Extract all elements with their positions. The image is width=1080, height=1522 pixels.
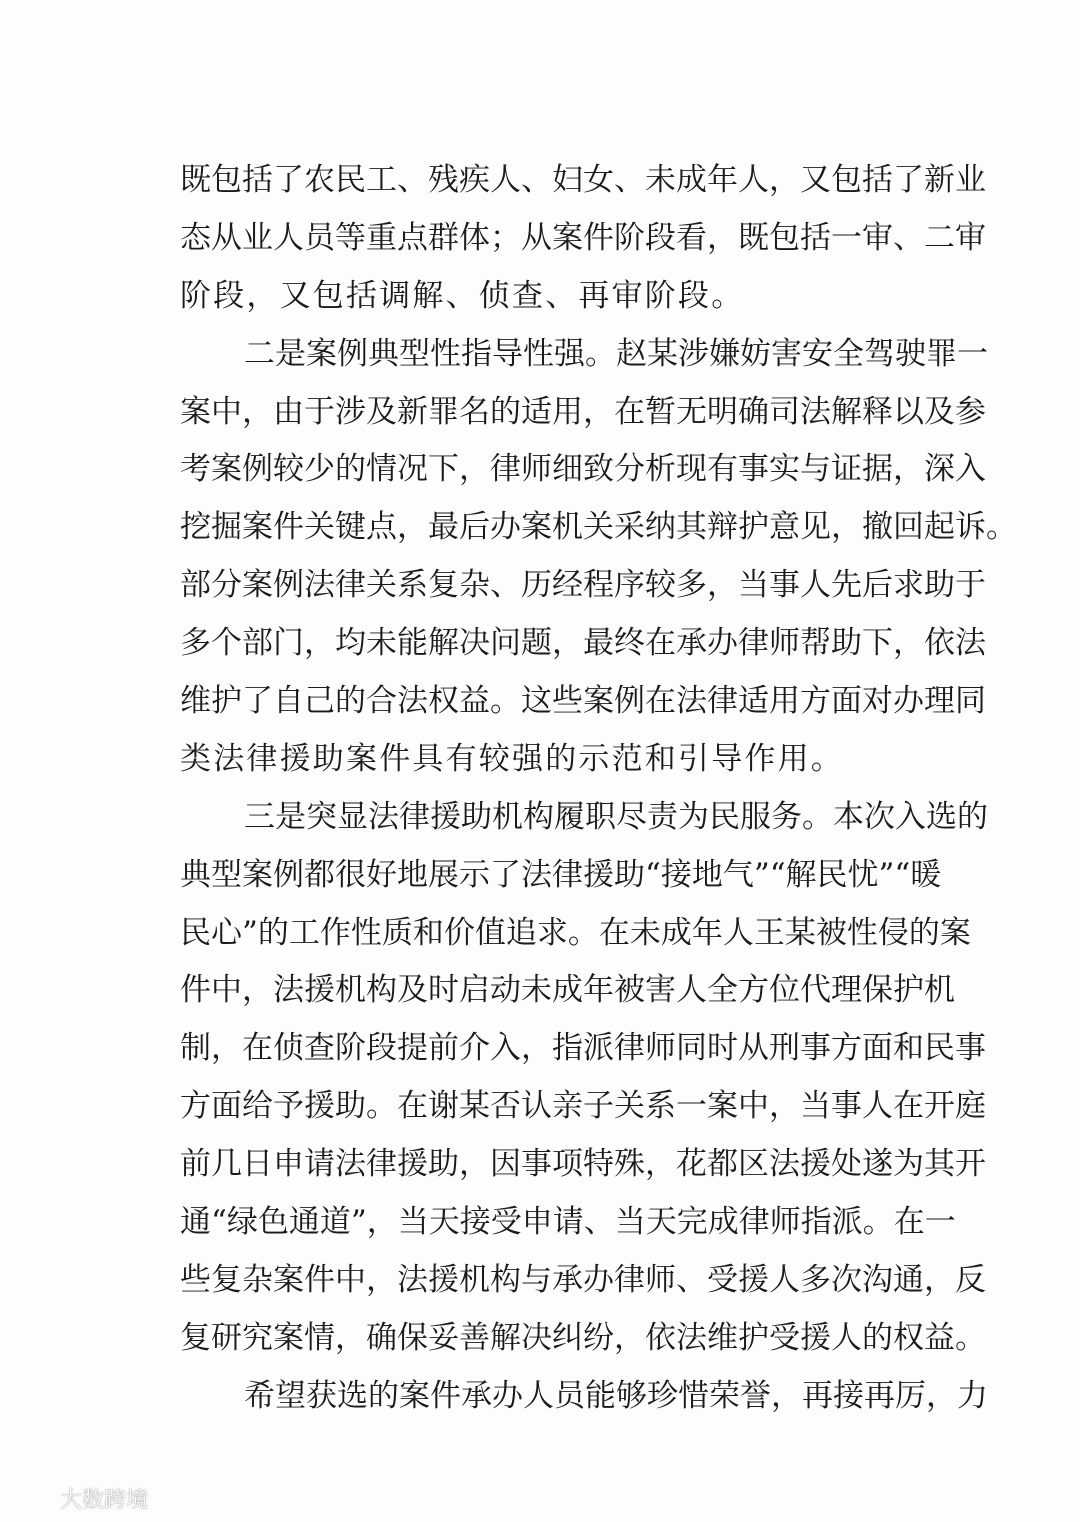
text-line: 维护了自己的合法权益。这些案例在法律适用方面对办理同 xyxy=(180,683,986,720)
text-line: 复研究案情，确保妥善解决纠纷，依法维护受援人的权益。 xyxy=(180,1319,986,1356)
text-line: 多个部门，均未能解决问题，最终在承办律师帮助下，依法 xyxy=(180,625,986,662)
text-line: 挖掘案件关键点，最后办案机关采纳其辩护意见，撤回起诉。 xyxy=(180,509,1017,546)
text-line: 既包括了农民工、残疾人、妇女、未成年人，又包括了新业 xyxy=(180,162,986,198)
watermark-text: 大数跨境 xyxy=(60,1488,149,1513)
text-line: 考案例较少的情况下，律师细致分析现有事实与证据，深入 xyxy=(180,451,986,488)
text-line: 阶段，又包括调解、侦查、再审阶段。 xyxy=(180,277,745,314)
logo-icon xyxy=(10,1485,56,1513)
text-line: 些复杂案件中，法援机构与承办律师、受援人多次沟通，反 xyxy=(180,1261,986,1298)
document-body xyxy=(180,152,1017,1426)
paragraph-start-line: 三是突显法律援助机构履职尽责为民服务。本次入选的 xyxy=(244,798,988,835)
paragraph-start-line: 二是案例典型性指导性强。赵某涉嫌妨害安全驾驶罪一 xyxy=(244,335,988,372)
watermark xyxy=(10,1483,148,1514)
text-line: 态从业人员等重点群体；从案件阶段看，既包括一审、二审 xyxy=(180,219,986,256)
text-line: 典型案例都很好地展示了法律援助“接地气”“解民忧”“暖 xyxy=(180,856,942,893)
text-line: 件中，法援机构及时启动未成年被害人全方位代理保护机 xyxy=(180,972,955,1009)
text-line: 前几日申请法律援助，因事项特殊，花都区法援处遂为其开 xyxy=(180,1146,986,1183)
text-line: 制，在侦查阶段提前介入，指派律师同时从刑事方面和民事 xyxy=(180,1030,986,1067)
text-line: 类法律援助案件具有较强的示范和引导作用。 xyxy=(180,740,844,777)
text-line: 部分案例法律关系复杂、历经程序较多，当事人先后求助于 xyxy=(180,567,986,604)
text-line: 案中，由于涉及新罪名的适用，在暂无明确司法解释以及参 xyxy=(180,393,986,430)
paragraph-start-line: 希望获选的案件承办人员能够珍惜荣誉，再接再厉，力 xyxy=(244,1377,988,1414)
text-line: 民心”的工作性质和价值追求。在未成年人王某被性侵的案 xyxy=(180,914,971,951)
text-line: 方面给予援助。在谢某否认亲子关系一案中，当事人在开庭 xyxy=(180,1088,986,1125)
text-line: 通“绿色通道”，当天接受申请、当天完成律师指派。在一 xyxy=(180,1204,956,1241)
